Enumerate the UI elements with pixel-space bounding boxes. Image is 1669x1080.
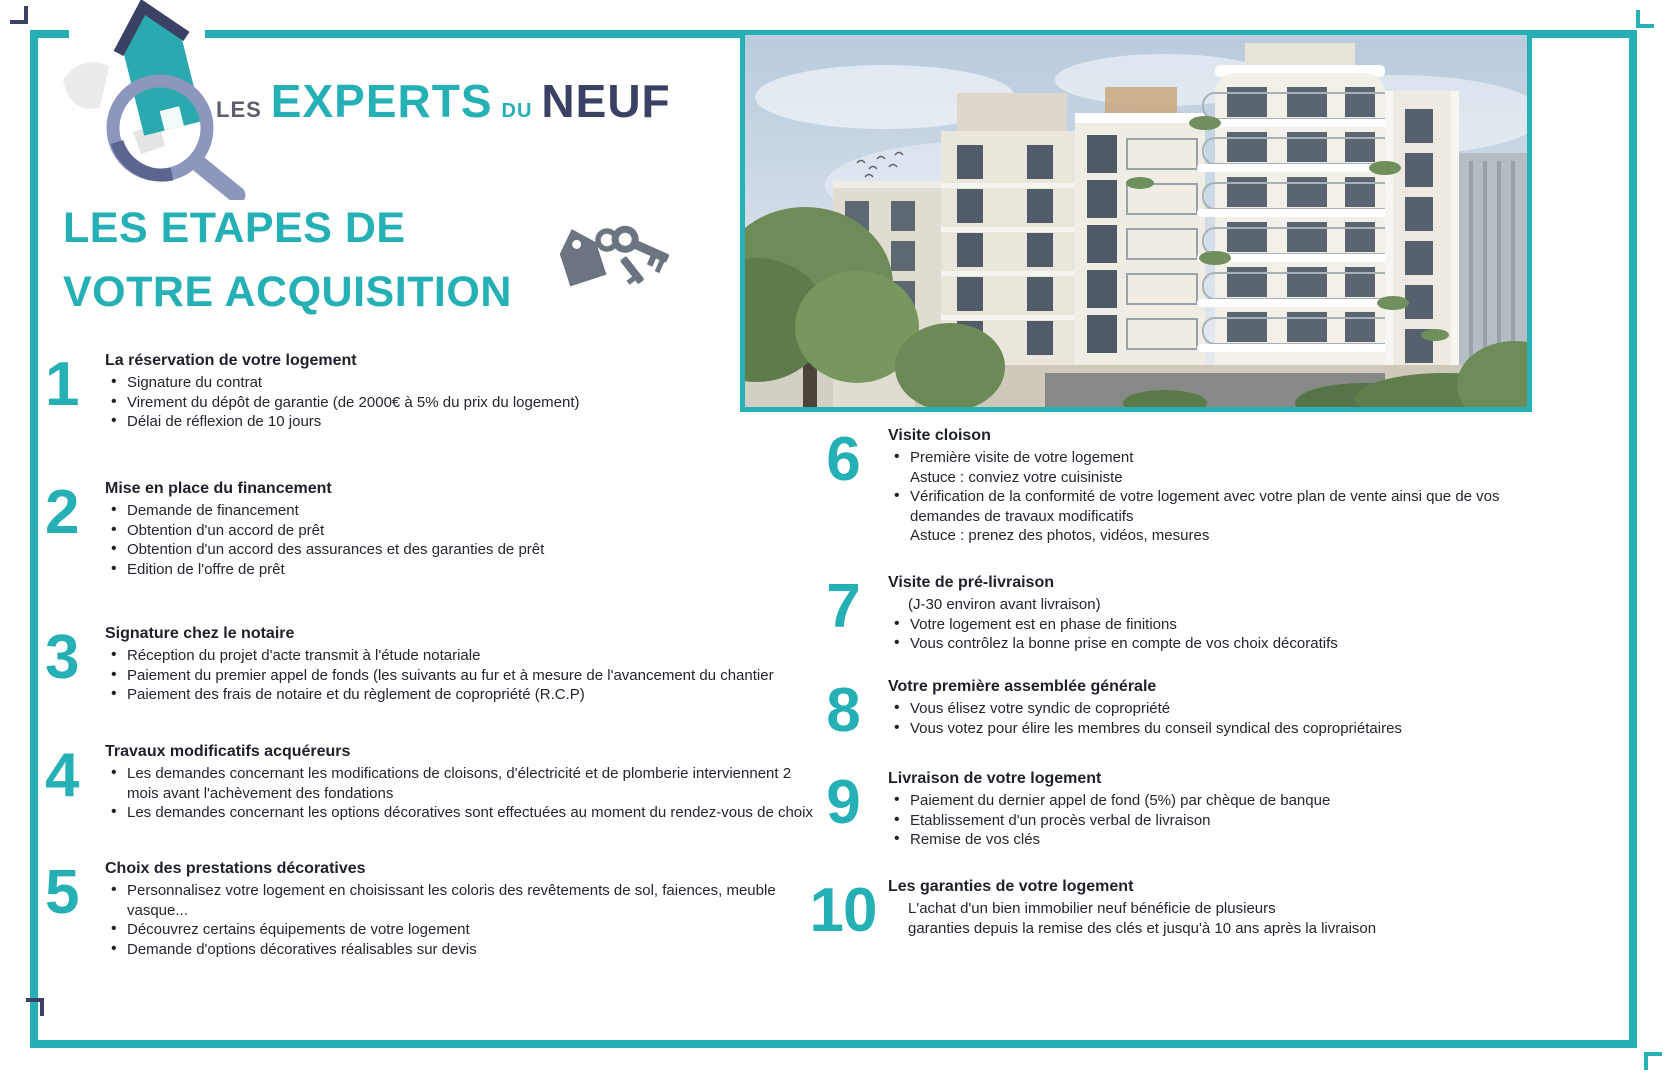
step-number: 6 <box>826 425 860 494</box>
logo-word-les: LES <box>216 97 262 122</box>
crop-mark-bottom-left <box>26 998 44 1016</box>
step-number: 8 <box>826 676 860 745</box>
page-title-line2: VOTRE ACQUISITION <box>63 268 512 316</box>
logo-word-du: DU <box>501 100 533 122</box>
bullet-item: • Première visite de votre logement Astuce : conviez votre cuisiniste <box>888 448 1536 487</box>
crop-mark-bottom-right <box>1644 1052 1662 1070</box>
step-3 <box>45 625 817 705</box>
step-title: Mise en place du financement <box>105 480 332 497</box>
logo-word-experts: EXPERTS <box>270 75 493 127</box>
bullet-item: • Remise de vos clés <box>888 830 1536 850</box>
apartment-building-rendering <box>745 35 1527 407</box>
bullet-note: Astuce : prenez des photos, vidéos, mesures <box>910 527 1210 544</box>
step-number: 9 <box>826 768 860 837</box>
step-title: Votre première assemblée générale <box>888 678 1157 695</box>
step-body-line: garanties depuis la remise des clés et jusqu'à 10 ans après la livraison <box>908 919 1377 937</box>
step-bullets <box>105 881 817 959</box>
step-bullets <box>888 791 1536 850</box>
step-bullets <box>888 448 1536 546</box>
step-title: Visite cloison <box>888 427 991 444</box>
house-keychain-keys-icon <box>552 218 674 298</box>
bullet-item: • Délai de réflexion de 10 jours <box>105 412 817 432</box>
step-bullets <box>888 699 1536 738</box>
step-bullets <box>105 764 817 823</box>
page-title-line1: LES ETAPES DE <box>63 204 406 252</box>
crop-mark-top-left <box>10 6 28 24</box>
bullet-item: • Découvrez certains équipements de votre logement <box>105 920 817 940</box>
step-7 <box>806 574 1536 654</box>
step-bullets <box>105 646 817 705</box>
bullet-item: • Vous votez pour élire les membres du conseil syndical des copropriétaires <box>888 719 1536 739</box>
step-9 <box>806 770 1536 850</box>
bullet-item: • Edition de l'offre de prêt <box>105 560 817 580</box>
step-number: 2 <box>45 478 79 547</box>
step-6 <box>806 427 1536 546</box>
step-title: Les garanties de votre logement <box>888 878 1134 895</box>
bullet-item: • Virement du dépôt de garantie (de 2000€ à 5% du prix du logement) <box>105 393 817 413</box>
bullet-item: • Vérification de la conformité de votre logement avec votre plan de vente ainsi que de vos demandes de travaux modificatifs Astuce : prenez des photos, vidéos, mesures <box>888 487 1536 546</box>
logo <box>216 74 671 128</box>
building-photo <box>740 30 1532 412</box>
step-1 <box>45 352 817 432</box>
bullet-item: • Paiement du premier appel de fonds (les suivants au fur et à mesure de l'avancement du chantier <box>105 666 817 686</box>
step-10 <box>806 876 1536 945</box>
step-subtitle: (J-30 environ avant livraison) <box>908 596 1101 613</box>
step-bullets <box>105 501 817 579</box>
step-number: 3 <box>45 623 79 692</box>
step-title: Visite de pré-livraison <box>888 574 1054 591</box>
bullet-item: • Obtention d'un accord des assurances et des garanties de prêt <box>105 540 817 560</box>
crop-mark-top-right <box>1636 10 1654 28</box>
step-body-line: L'achat d'un bien immobilier neuf bénéficie de plusieurs <box>908 900 1276 917</box>
bullet-item: • Vous contrôlez la bonne prise en compte de vos choix décoratifs <box>888 634 1536 654</box>
step-number: 7 <box>826 572 860 641</box>
step-bullets <box>105 373 817 432</box>
bullet-item: • Signature du contrat <box>105 373 817 393</box>
bullet-item: • Personnalisez votre logement en choisissant les coloris des revêtements de sol, faiences, meuble vasque... <box>105 881 817 920</box>
bullet-item: • Etablissement d'un procès verbal de livraison <box>888 811 1536 831</box>
bullet-note: Astuce : conviez votre cuisiniste <box>910 468 1123 486</box>
step-8 <box>806 676 1536 745</box>
step-title: La réservation de votre logement <box>105 352 357 369</box>
bullet-item: • Paiement du dernier appel de fond (5%) par chèque de banque <box>888 791 1536 811</box>
step-5 <box>45 860 817 959</box>
bullet-item: • Demande de financement <box>105 501 817 521</box>
step-title: Signature chez le notaire <box>105 625 295 642</box>
step-bullets <box>888 615 1536 654</box>
bullet-item: • Vous élisez votre syndic de copropriété <box>888 699 1536 719</box>
step-title: Livraison de votre logement <box>888 770 1102 787</box>
page-title <box>63 196 512 324</box>
bullet-item: • Votre logement est en phase de finitions <box>888 615 1536 635</box>
step-4 <box>45 743 817 823</box>
step-number: 1 <box>45 350 79 419</box>
bullet-item: • Réception du projet d'acte transmit à l'étude notariale <box>105 646 817 666</box>
logo-word-neuf: NEUF <box>541 75 671 127</box>
step-number: 5 <box>45 858 79 927</box>
bullet-item: • Demande d'options décoratives réalisables sur devis <box>105 940 817 960</box>
step-number: 4 <box>45 741 79 810</box>
step-title: Travaux modificatifs acquéreurs <box>105 743 351 760</box>
bullet-item: • Paiement des frais de notaire et du règlement de copropriété (R.C.P) <box>105 685 817 705</box>
bullet-item: • Les demandes concernant les modifications de cloisons, d'électricité et de plomberie interviennent 2 mois avant l'achèvement des fondations <box>105 764 817 803</box>
bullet-item: • Obtention d'un accord de prêt <box>105 521 817 541</box>
step-title: Choix des prestations décoratives <box>105 860 366 877</box>
step-2 <box>45 480 817 579</box>
step-number: 10 <box>809 876 877 945</box>
bullet-item: • Les demandes concernant les options décoratives sont effectuées au moment du rendez-vous de choix <box>105 803 817 823</box>
